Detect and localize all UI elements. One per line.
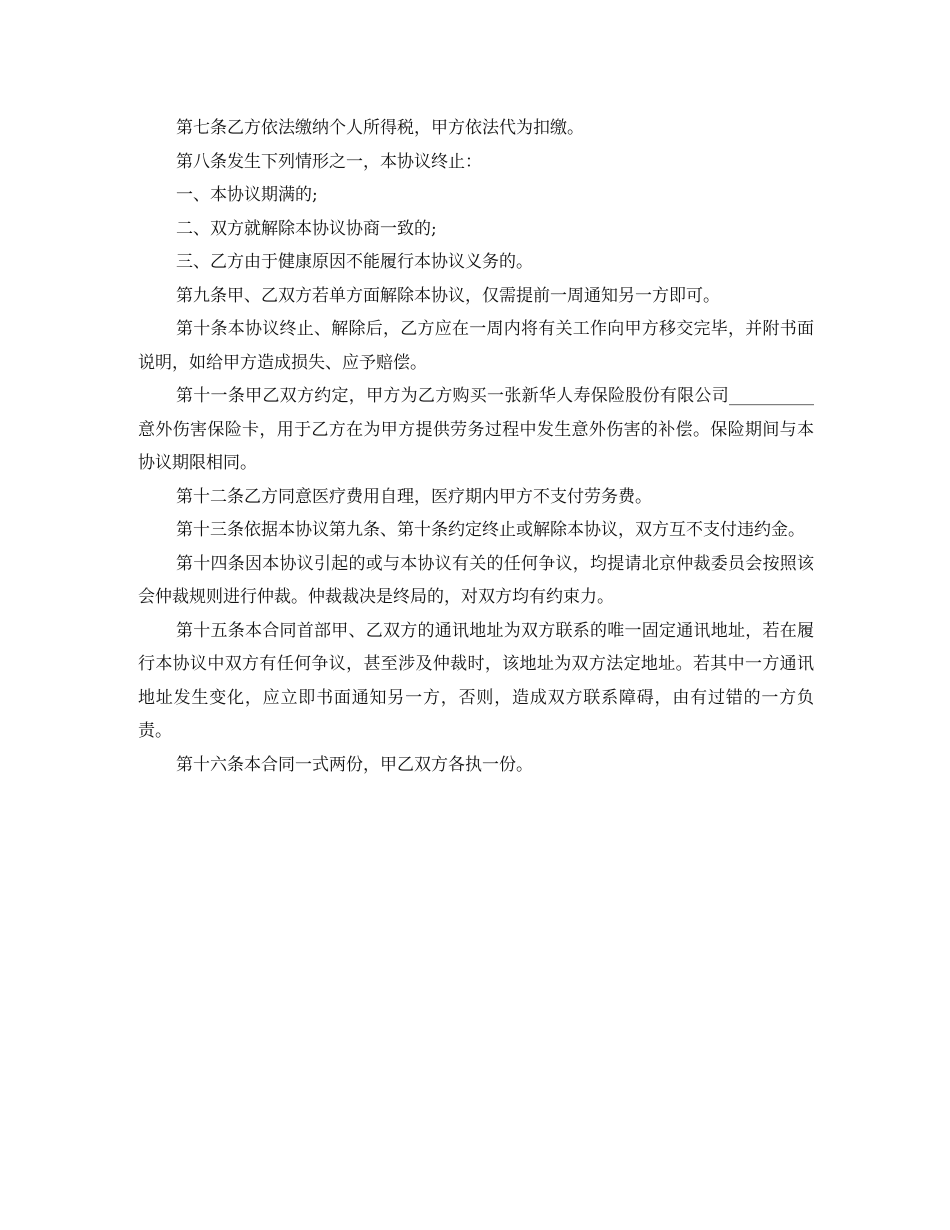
paragraph-article-16: 第十六条本合同一式两份，甲乙双方各执一份。 xyxy=(176,754,533,775)
paragraph-article-7: 第七条乙方依法缴纳个人所得税，甲方依法代为扣缴。 xyxy=(176,118,584,138)
document-body xyxy=(138,112,814,782)
paragraph-article-11: 第十一条甲乙双方约定，甲方为乙方购买一张新华人寿保险股份有限公司__________意外伤害保险卡，用于乙方在为甲方提供劳务过程中发生意外伤害的补偿。保险期间与本协议期限相同。 xyxy=(138,386,814,473)
paragraph-article-12: 第十二条乙方同意医疗费用自理，医疗期内甲方不支付劳务费。 xyxy=(176,486,652,507)
paragraph-article-10: 第十条本协议终止、解除后，乙方应在一周内将有关工作向甲方移交完毕，并附书面说明，如给甲方造成损失、应予赔偿。 xyxy=(138,319,814,373)
paragraph-article-9: 第九条甲、乙双方若单方面解除本协议，仅需提前一周通知另一方即可。 xyxy=(176,285,720,306)
paragraph-article-13: 第十三条依据本协议第九条、第十条约定终止或解除本协议，双方互不支付违约金。 xyxy=(176,520,805,540)
paragraph-article-8: 第八条发生下列情形之一，本协议终止： xyxy=(176,151,482,172)
paragraph-item-1: 一、本协议期满的; xyxy=(176,185,318,205)
paragraph-article-14: 第十四条因本协议引起的或与本协议有关的任何争议，均提请北京仲裁委员会按照该会仲裁规则进行仲裁。仲裁裁决是终局的，对双方均有约束力。 xyxy=(138,553,814,607)
paragraph-item-2: 二、双方就解除本协议协商一致的; xyxy=(176,218,437,239)
paragraph-article-15: 第十五条本合同首部甲、乙双方的通讯地址为双方联系的唯一固定通讯地址，若在履行本协议中双方有任何争议，甚至涉及仲裁时，该地址为双方法定地址。若其中一方通讯地址发生变化，应立即书面通知另一方，否则，造成双方联系障碍，由有过错的一方负责。 xyxy=(138,620,814,741)
paragraph-item-3: 三、乙方由于健康原因不能履行本协议义务的。 xyxy=(176,252,533,272)
